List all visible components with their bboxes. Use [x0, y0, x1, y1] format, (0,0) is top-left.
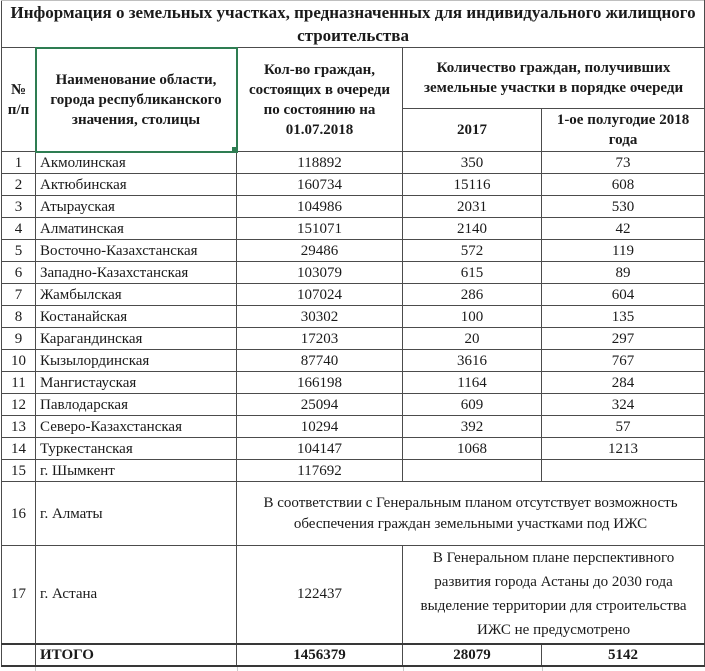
table-row	[2, 174, 705, 196]
table-row	[2, 262, 705, 284]
cell-totals-2017[interactable]: 28079	[403, 644, 542, 666]
cell-row-number[interactable]: 4	[2, 218, 36, 240]
cell-h1-2018[interactable]: 1213	[542, 438, 705, 460]
cell-queue-count[interactable]: 30302	[237, 306, 403, 328]
cell-queue-count[interactable]: 87740	[237, 350, 403, 372]
cell-queue-count[interactable]: 104986	[237, 196, 403, 218]
table-title: Информация о земельных участках, предназначенных для индивидуального жилищного строительства	[2, 1, 705, 48]
col-header-region[interactable]	[36, 48, 237, 152]
cell-almaty-note[interactable]: В соответствии с Генеральным планом отсутствует возможность обеспечения граждан земельными участками под ИЖС	[237, 482, 705, 546]
cell-region[interactable]: Атырауская	[36, 196, 237, 218]
cell-h1-2018[interactable]: 767	[542, 350, 705, 372]
cell-queue-count[interactable]: 151071	[237, 218, 403, 240]
cell-row-number[interactable]: 12	[2, 394, 36, 416]
col-header-queue-count[interactable]: Кол-во граждан, состоящих в очереди по состоянию на 01.07.2018	[237, 48, 403, 152]
cell-row-number[interactable]: 16	[2, 482, 36, 546]
cell-region[interactable]: г. Алматы	[36, 482, 237, 546]
cell-region[interactable]: Павлодарская	[36, 394, 237, 416]
cell-totals-h1-2018[interactable]: 5142	[542, 644, 705, 666]
cell-h1-2018[interactable]: 42	[542, 218, 705, 240]
cell-h1-2018[interactable]: 608	[542, 174, 705, 196]
cell-row-number[interactable]: 9	[2, 328, 36, 350]
cell-h1-2018[interactable]: 89	[542, 262, 705, 284]
table-row	[2, 284, 705, 306]
cell-region[interactable]: Мангистауская	[36, 372, 237, 394]
col-header-h1-2018[interactable]: 1-ое полугодие 2018 года	[542, 109, 705, 152]
cell-region[interactable]: Карагандинская	[36, 328, 237, 350]
cell-2017[interactable]: 1164	[403, 372, 542, 394]
table-row	[2, 394, 705, 416]
cell-2017[interactable]: 20	[403, 328, 542, 350]
table-row-almaty	[2, 482, 705, 546]
cell-queue-count[interactable]: 118892	[237, 152, 403, 174]
cell-h1-2018[interactable]: 57	[542, 416, 705, 438]
cell-row-number[interactable]: 7	[2, 284, 36, 306]
cell-h1-2018[interactable]: 119	[542, 240, 705, 262]
table-row	[2, 306, 705, 328]
cell-queue-count[interactable]: 10294	[237, 416, 403, 438]
cell-row-number[interactable]: 17	[2, 546, 36, 644]
cell-row-number[interactable]: 10	[2, 350, 36, 372]
col-header-row-number[interactable]: № п/п	[2, 48, 36, 152]
col-header-region-label: Наименование области, города республиканского значения, столицы	[50, 71, 222, 128]
cell-row-number[interactable]: 14	[2, 438, 36, 460]
cell-region[interactable]: Акмолинская	[36, 152, 237, 174]
cell-region[interactable]: Туркестанская	[36, 438, 237, 460]
cell-queue-count[interactable]: 166198	[237, 372, 403, 394]
table-row	[2, 350, 705, 372]
cell-queue-count[interactable]: 122437	[237, 546, 403, 644]
cell-totals-label[interactable]: ИТОГО	[36, 644, 237, 666]
cell-row-number[interactable]: 11	[2, 372, 36, 394]
cell-region[interactable]: Актюбинская	[36, 174, 237, 196]
table-row-astana	[2, 546, 705, 644]
cell-row-number[interactable]: 2	[2, 174, 36, 196]
cell-2017[interactable]: 609	[403, 394, 542, 416]
cell-2017[interactable]: 350	[403, 152, 542, 174]
cell-2017[interactable]: 1068	[403, 438, 542, 460]
cell-2017[interactable]: 615	[403, 262, 542, 284]
cell-2017[interactable]: 572	[403, 240, 542, 262]
cell-totals-empty[interactable]	[2, 644, 36, 666]
cell-h1-2018[interactable]: 604	[542, 284, 705, 306]
cell-h1-2018[interactable]: 324	[542, 394, 705, 416]
col-header-2017[interactable]: 2017	[403, 109, 542, 152]
cell-queue-count[interactable]: 103079	[237, 262, 403, 284]
cell-row-number[interactable]: 8	[2, 306, 36, 328]
cell-row-number[interactable]: 3	[2, 196, 36, 218]
table-row	[2, 416, 705, 438]
cell-region[interactable]: Западно-Казахстанская	[36, 262, 237, 284]
cell-region[interactable]: Восточно-Казахстанская	[36, 240, 237, 262]
col-header-received-group[interactable]: Количество граждан, получивших земельные участки в порядке очереди	[403, 48, 705, 109]
selection-fill-handle[interactable]	[231, 146, 237, 152]
cell-2017[interactable]: 392	[403, 416, 542, 438]
cell-queue-count[interactable]: 29486	[237, 240, 403, 262]
cell-region[interactable]: Жамбылская	[36, 284, 237, 306]
table-row	[2, 372, 705, 394]
table-row	[2, 152, 705, 174]
cell-totals-queue[interactable]: 1456379	[237, 644, 403, 666]
cell-queue-count[interactable]: 117692	[237, 460, 403, 482]
cell-region[interactable]: г. Шымкент	[36, 460, 237, 482]
table-row	[2, 460, 705, 482]
cell-queue-count[interactable]: 17203	[237, 328, 403, 350]
table-row-totals	[2, 644, 705, 666]
cell-row-number[interactable]: 6	[2, 262, 36, 284]
table-title-row	[2, 1, 705, 48]
table-row	[2, 438, 705, 460]
table-row	[2, 196, 705, 218]
cell-region[interactable]: Северо-Казахстанская	[36, 416, 237, 438]
table-row	[2, 240, 705, 262]
cell-region[interactable]: Алматинская	[36, 218, 237, 240]
cell-h1-2018[interactable]: 530	[542, 196, 705, 218]
cell-h1-2018[interactable]: 297	[542, 328, 705, 350]
cell-queue-count[interactable]: 107024	[237, 284, 403, 306]
table-row	[2, 218, 705, 240]
cell-2017[interactable]: 2140	[403, 218, 542, 240]
cell-row-number[interactable]: 5	[2, 240, 36, 262]
cell-2017[interactable]: 3616	[403, 350, 542, 372]
header-row-main	[2, 48, 705, 109]
cell-row-number[interactable]: 15	[2, 460, 36, 482]
cell-h1-2018[interactable]: 73	[542, 152, 705, 174]
cell-h1-2018[interactable]: 284	[542, 372, 705, 394]
cell-2017[interactable]: 15116	[403, 174, 542, 196]
table-row	[2, 328, 705, 350]
cell-astana-note[interactable]: В Генеральном плане перспективного развития города Астаны до 2030 года выделение территории для строительства ИЖС не предусмотрено	[403, 546, 705, 644]
cell-2017[interactable]	[403, 460, 542, 482]
cell-h1-2018[interactable]	[542, 460, 705, 482]
cell-2017[interactable]: 286	[403, 284, 542, 306]
cell-queue-count[interactable]: 25094	[237, 394, 403, 416]
cell-region[interactable]: г. Астана	[36, 546, 237, 644]
cell-h1-2018[interactable]: 135	[542, 306, 705, 328]
cell-2017[interactable]: 100	[403, 306, 542, 328]
cell-queue-count[interactable]: 104147	[237, 438, 403, 460]
cell-2017[interactable]: 2031	[403, 196, 542, 218]
cell-region[interactable]: Кызылординская	[36, 350, 237, 372]
cell-row-number[interactable]: 13	[2, 416, 36, 438]
cell-queue-count[interactable]: 160734	[237, 174, 403, 196]
cell-region[interactable]: Костанайская	[36, 306, 237, 328]
cell-row-number[interactable]: 1	[2, 152, 36, 174]
